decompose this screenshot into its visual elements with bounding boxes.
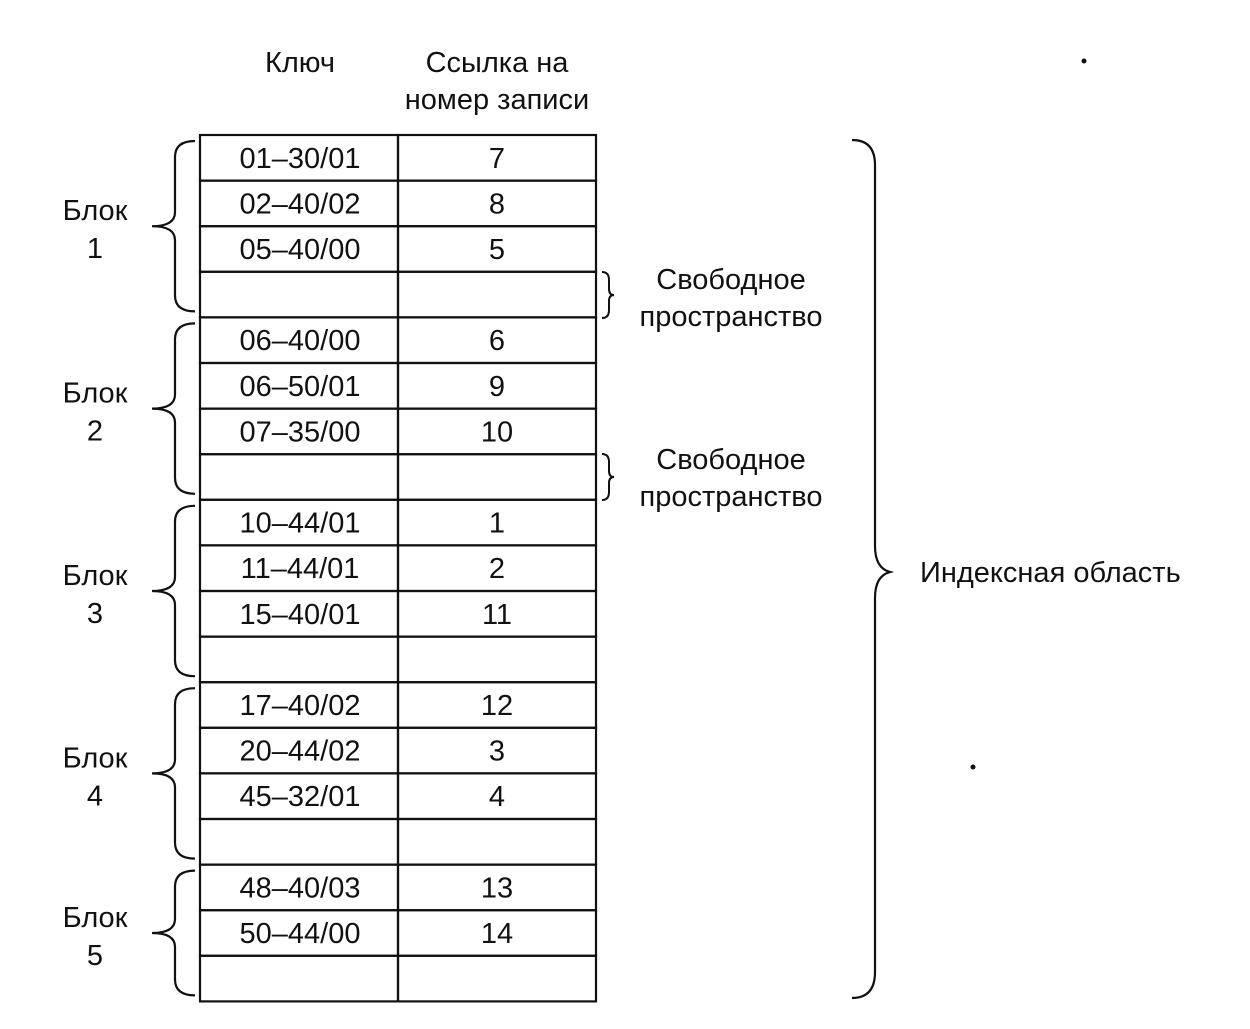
- ref-cell: [398, 956, 596, 1002]
- ref-value: 5: [488, 234, 506, 266]
- block-label-word: Блок: [62, 902, 128, 934]
- key-value: 02–40/02: [239, 188, 361, 221]
- free-space-note-2: [602, 444, 823, 513]
- key-value: 07–35/00: [239, 416, 361, 449]
- ref-cell: [398, 819, 596, 865]
- table-row: [200, 682, 596, 728]
- free-space-brace-1: [602, 272, 614, 318]
- block-brace: [152, 506, 195, 676]
- block-brace: [152, 323, 195, 493]
- table-row: [200, 363, 596, 409]
- speck: [971, 765, 976, 770]
- index-area-note: [852, 140, 1181, 998]
- ref-value: 8: [488, 188, 506, 221]
- block-label-word: Блок: [62, 560, 128, 592]
- key-value: 45–32/01: [239, 781, 361, 814]
- free-space-line2: пространство: [639, 301, 823, 333]
- block-label: [63, 378, 128, 448]
- ref-value: 10: [480, 416, 514, 449]
- ref-value: 1: [488, 507, 506, 540]
- ref-value: 14: [480, 918, 514, 950]
- block-labels: [63, 141, 195, 995]
- free-space-line1: Свободное: [656, 264, 806, 296]
- table-row: [200, 728, 596, 774]
- ref-cell: [398, 272, 596, 318]
- table-row: [200, 545, 596, 591]
- key-value: 17–40/02: [239, 690, 361, 722]
- ref-value: 13: [480, 872, 514, 905]
- table-row: [200, 317, 596, 363]
- key-value: 15–40/01: [239, 598, 361, 631]
- table-row: [200, 181, 596, 227]
- block-label-word: Блок: [62, 195, 128, 228]
- key-value: 10–44/01: [239, 507, 361, 540]
- key-cell: [200, 956, 398, 1002]
- table-row: [200, 591, 596, 637]
- block-label: [63, 560, 128, 630]
- index-area-brace: [852, 140, 890, 998]
- table-row: [200, 454, 596, 500]
- key-value: 50–44/00: [239, 918, 361, 950]
- block-brace: [152, 688, 195, 858]
- key-value: 20–44/02: [239, 735, 361, 768]
- block-label-number: 5: [86, 940, 104, 972]
- header-key: Ключ: [264, 47, 336, 79]
- table-row: [200, 773, 596, 819]
- ref-value: 9: [488, 370, 506, 403]
- block-label: [63, 902, 128, 972]
- block-label-number: 3: [86, 598, 104, 630]
- key-value: 01–30/01: [239, 142, 361, 175]
- ref-value: 2: [488, 553, 506, 586]
- key-value: 06–50/01: [239, 370, 361, 403]
- ref-value: 4: [488, 781, 506, 814]
- ref-value: 7: [488, 142, 506, 175]
- key-cell: [200, 819, 398, 865]
- key-value: 48–40/03: [239, 872, 361, 905]
- ref-value: 12: [480, 690, 514, 722]
- table-row: [200, 637, 596, 683]
- table-row: [200, 500, 596, 546]
- table-row: [200, 956, 596, 1002]
- speck: [1082, 59, 1087, 64]
- block-brace: [152, 871, 195, 996]
- block-label-word: Блок: [62, 742, 128, 775]
- table-row: [200, 819, 596, 865]
- key-cell: [200, 637, 398, 683]
- free-space-note-1: [602, 264, 823, 333]
- key-value: 06–40/00: [239, 325, 361, 358]
- key-value: 11–44/01: [240, 553, 360, 586]
- ref-cell: [398, 454, 596, 500]
- block-label: [63, 195, 128, 265]
- header-ref-line2: номер записи: [404, 84, 590, 116]
- block-label-word: Блок: [62, 377, 128, 410]
- ref-value: 3: [488, 735, 506, 768]
- block-label: [63, 742, 128, 812]
- free-space-line2: пространство: [639, 481, 823, 513]
- table-row: [200, 135, 596, 181]
- ref-cell: [398, 637, 596, 683]
- index-table: [200, 135, 596, 1001]
- table-row: [200, 910, 596, 956]
- ref-value: 6: [488, 325, 506, 358]
- table-row: [200, 272, 596, 318]
- block-brace: [152, 141, 195, 311]
- key-cell: [200, 454, 398, 500]
- free-space-brace-2: [602, 454, 614, 500]
- free-space-line1: Свободное: [656, 444, 806, 476]
- table-row: [200, 409, 596, 455]
- block-label-number: 2: [86, 415, 104, 448]
- table-row: [200, 865, 596, 911]
- table-row: [200, 226, 596, 272]
- key-value: 05–40/00: [239, 234, 361, 266]
- index-area-label: Индексная область: [920, 557, 1181, 589]
- block-label-number: 4: [86, 780, 104, 813]
- block-label-number: 1: [86, 233, 104, 266]
- ref-value: 11: [481, 598, 513, 631]
- key-cell: [200, 272, 398, 318]
- header-ref-line1: Ссылка на: [425, 47, 569, 79]
